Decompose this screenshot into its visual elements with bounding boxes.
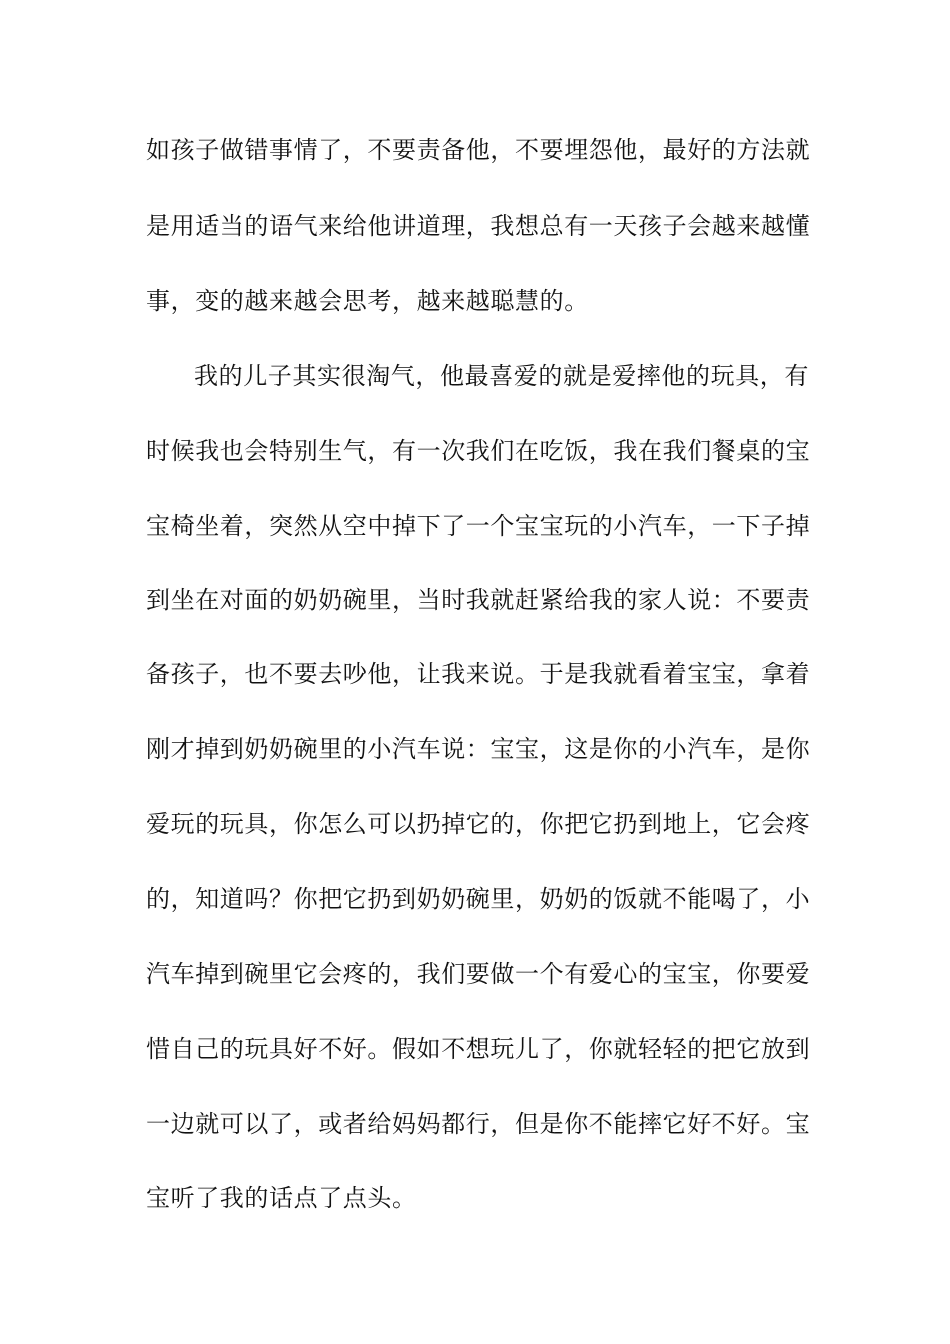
text-line: 宝椅坐着，突然从空中掉下了一个宝宝玩的小汽车，一下子掉	[146, 512, 811, 540]
text-line: 如孩子做错事情了，不要责备他，不要埋怨他，最好的方法就	[146, 136, 811, 164]
paragraph-first-line: 我的儿子其实很淘气，他最喜爱的就是爱摔他的玩具，有	[194, 362, 809, 390]
text-line: 宝听了我的话点了点头。	[146, 1184, 417, 1212]
text-line: 的，知道吗？你把它扔到奶奶碗里，奶奶的饭就不能喝了，小	[146, 885, 811, 913]
text-line: 到坐在对面的奶奶碗里，当时我就赶紧给我的家人说：不要责	[146, 586, 811, 614]
text-line: 事，变的越来越会思考，越来越聪慧的。	[146, 287, 589, 315]
text-line: 汽车掉到碗里它会疼的，我们要做一个有爱心的宝宝，你要爱	[146, 960, 811, 988]
text-line: 备孩子，也不要去吵他，让我来说。于是我就看着宝宝，拿着	[146, 660, 811, 688]
text-line: 时候我也会特别生气，有一次我们在吃饭，我在我们餐桌的宝	[146, 437, 811, 465]
text-line: 爱玩的玩具，你怎么可以扔掉它的，你把它扔到地上，它会疼	[146, 810, 811, 838]
text-line: 是用适当的语气来给他讲道理，我想总有一天孩子会越来越懂	[146, 212, 811, 240]
text-line: 刚才掉到奶奶碗里的小汽车说：宝宝，这是你的小汽车，是你	[146, 735, 811, 763]
text-line: 一边就可以了，或者给妈妈都行，但是你不能摔它好不好。宝	[146, 1110, 811, 1138]
text-line: 惜自己的玩具好不好。假如不想玩儿了，你就轻轻的把它放到	[146, 1035, 811, 1063]
